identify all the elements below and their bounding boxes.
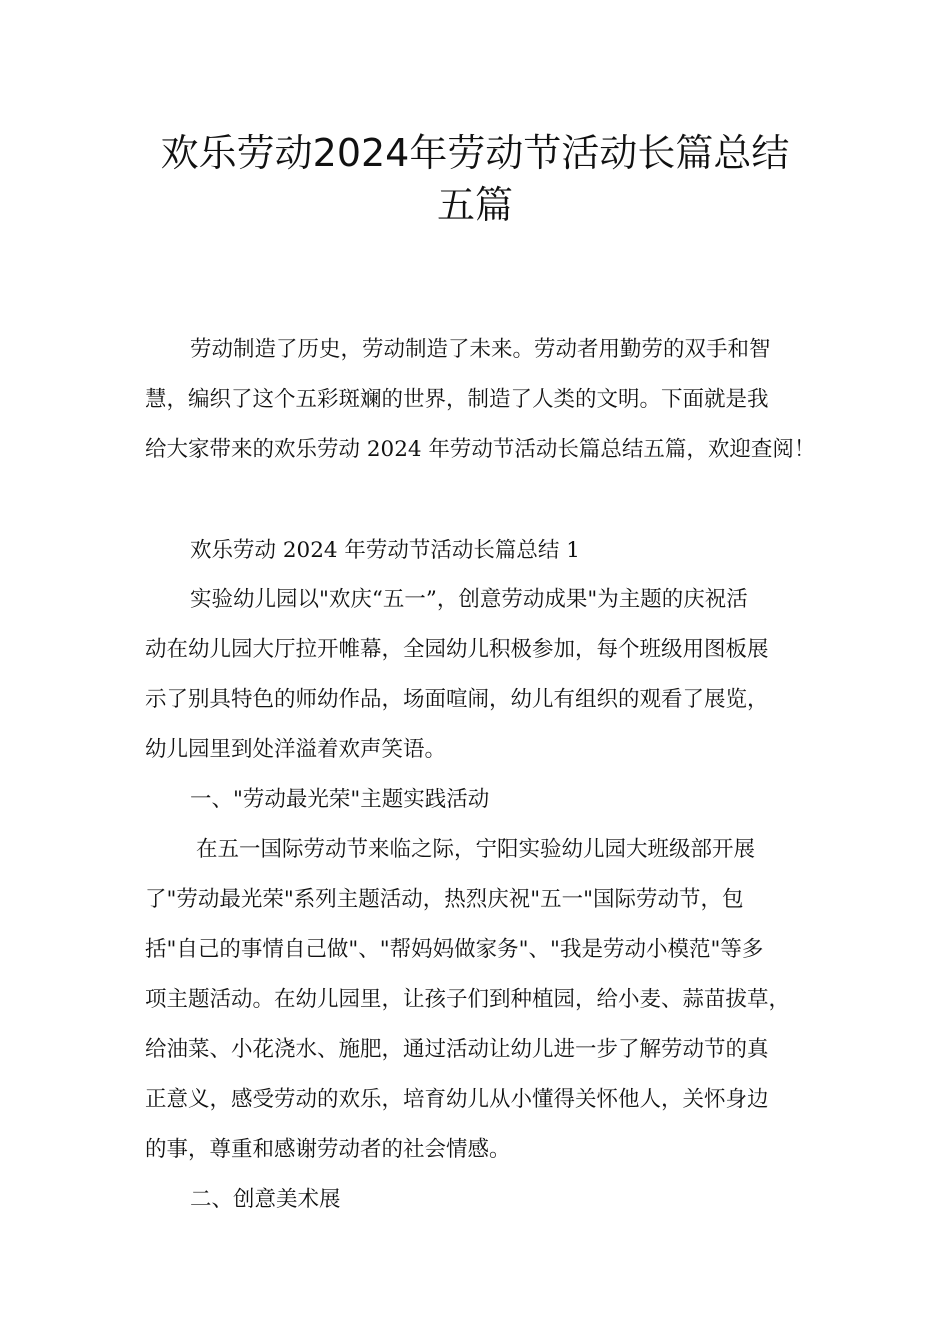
paragraph-line: 括"自己的事情自己做"、"帮妈妈做家务"、"我是劳动小模范"等多 bbox=[145, 937, 764, 962]
paragraph-line: 正意义，感受劳动的欢乐，培育幼儿从小懂得关怀他人，关怀身边 bbox=[145, 1087, 769, 1112]
intro-line: 劳动制造了历史，劳动制造了未来。劳动者用勤劳的双手和智 bbox=[190, 337, 771, 362]
paragraph-line: 示了别具特色的师幼作品，场面喧闹，幼儿有组织的观看了展览， bbox=[145, 687, 769, 712]
paragraph-line: 的事，尊重和感谢劳动者的社会情感。 bbox=[145, 1137, 511, 1162]
paragraph-line: 项主题活动。在幼儿园里，让孩子们到种植园，给小麦、蒜苗拔草， bbox=[145, 987, 791, 1012]
paragraph-line: 了"劳动最光荣"系列主题活动，热烈庆祝"五一"国际劳动节，包 bbox=[145, 887, 744, 912]
document-title-line-2: 五篇 bbox=[436, 183, 513, 227]
subsection-heading: 一、"劳动最光荣"主题实践活动 bbox=[190, 787, 490, 812]
paragraph-line: 幼儿园里到处洋溢着欢声笑语。 bbox=[145, 737, 447, 762]
paragraph-line: 动在幼儿园大厅拉开帷幕，全园幼儿积极参加，每个班级用图板展 bbox=[145, 637, 769, 662]
document-title-line-1: 欢乐劳动2024年劳动节活动长篇总结 bbox=[160, 131, 790, 175]
paragraph-line: 在五一国际劳动节来临之际，宁阳实验幼儿园大班级部开展 bbox=[196, 837, 756, 862]
subsection-heading: 二、创意美术展 bbox=[190, 1187, 341, 1212]
intro-line: 给大家带来的欢乐劳动 2024 年劳动节活动长篇总结五篇，欢迎查阅！ bbox=[145, 437, 816, 462]
paragraph-line: 给油菜、小花浇水、施肥，通过活动让幼儿进一步了解劳动节的真 bbox=[145, 1037, 769, 1062]
intro-line: 慧，编织了这个五彩斑斓的世界，制造了人类的文明。下面就是我 bbox=[145, 387, 769, 412]
section-heading: 欢乐劳动 2024 年劳动节活动长篇总结 1 bbox=[190, 538, 580, 563]
paragraph-line: 实验幼儿园以"欢庆“五一”，创意劳动成果"为主题的庆祝活 bbox=[190, 587, 748, 612]
